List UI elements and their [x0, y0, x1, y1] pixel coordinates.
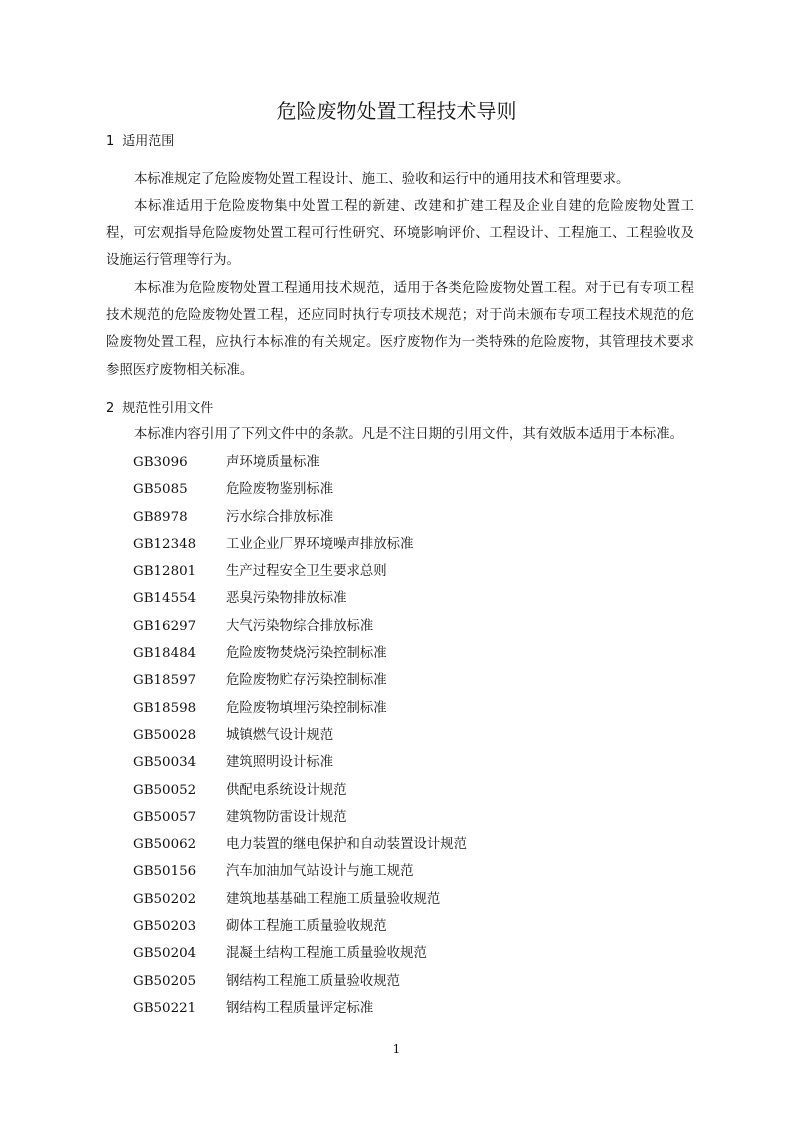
section-1-paragraph-1: 本标准规定了危险废物处置工程设计、施工、验收和运行中的通用技术和管理要求。: [134, 172, 630, 187]
reference-item: [133, 585, 467, 612]
reference-item: [133, 504, 467, 531]
section-1-title: 适用范围: [122, 134, 175, 149]
reference-code: GB18598: [133, 700, 197, 716]
reference-title: 工业企业厂界环境噪声排放标准: [226, 536, 414, 552]
reference-title: 生产过程安全卫生要求总则: [226, 564, 387, 580]
reference-item: [133, 640, 467, 667]
reference-item: [133, 940, 467, 967]
reference-code: GB50221: [133, 1000, 197, 1016]
reference-item: [133, 613, 467, 640]
reference-code: GB50057: [133, 809, 197, 825]
reference-title: 污水综合排放标准: [226, 509, 334, 525]
section-2-title: 规范性引用文件: [122, 401, 214, 416]
reference-code: GB12348: [133, 536, 197, 552]
reference-title: 建筑地基基础工程施工质量验收规范: [226, 891, 441, 907]
reference-title: 城镇燃气设计规范: [226, 727, 334, 743]
reference-item: [133, 804, 467, 831]
reference-title: 大气污染物综合排放标准: [226, 618, 374, 634]
reference-title: 危险废物焚烧污染控制标准: [226, 646, 387, 662]
reference-list: [133, 449, 467, 1022]
reference-title: 钢结构工程质量评定标准: [226, 1000, 374, 1016]
reference-item: [133, 995, 467, 1022]
reference-title: 恶臭污染物排放标准: [226, 591, 347, 607]
reference-title: 建筑照明设计标准: [226, 755, 334, 771]
reference-code: GB50202: [133, 891, 197, 907]
section-2-heading: [106, 399, 213, 419]
reference-title: 钢结构工程施工质量验收规范: [226, 973, 401, 989]
reference-code: GB50052: [133, 782, 197, 798]
reference-item: [133, 695, 467, 722]
reference-code: GB50204: [133, 946, 197, 962]
reference-item: [133, 777, 467, 804]
reference-code: GB50156: [133, 864, 197, 880]
reference-code: GB14554: [133, 591, 197, 607]
reference-code: GB3096: [133, 455, 188, 470]
reference-code: GB18484: [133, 646, 197, 662]
reference-code: GB50062: [133, 837, 197, 853]
reference-item: [133, 558, 467, 585]
section-1-heading: [106, 132, 174, 152]
reference-item: [133, 968, 467, 995]
reference-title: 危险废物填埋污染控制标准: [226, 700, 387, 716]
reference-item: [133, 667, 467, 694]
reference-code: GB50203: [133, 919, 197, 935]
reference-item: [133, 913, 467, 940]
reference-item: [133, 476, 467, 503]
reference-title: 建筑物防雷设计规范: [226, 809, 347, 825]
reference-item: [133, 858, 467, 885]
reference-title: 危险废物贮存污染控制标准: [226, 673, 387, 689]
reference-item: [133, 749, 467, 776]
reference-item: [133, 449, 467, 476]
reference-title: 电力装置的继电保护和自动装置设计规范: [226, 837, 468, 853]
reference-code: GB8978: [133, 509, 188, 525]
page-number: 1: [392, 1042, 401, 1056]
reference-item: [133, 886, 467, 913]
reference-code: GB12801: [133, 564, 197, 580]
reference-item: [133, 531, 467, 558]
section-1-number: 1: [106, 134, 115, 149]
reference-code: GB50034: [133, 755, 197, 771]
reference-title: 汽车加油加气站设计与施工规范: [226, 864, 414, 880]
section-2-number: 2: [106, 401, 115, 416]
reference-title: 供配电系统设计规范: [226, 782, 347, 798]
reference-title: 危险废物鉴别标准: [226, 482, 334, 498]
reference-title: 砌体工程施工质量验收规范: [226, 919, 387, 935]
document-title: 危险废物处置工程技术导则: [276, 99, 517, 123]
section-2-intro: 本标准内容引用了下列文件中的条款。凡是不注日期的引用文件，其有效版本适用于本标准。: [134, 427, 684, 442]
reference-item: [133, 831, 467, 858]
reference-item: [133, 722, 467, 749]
reference-code: GB50205: [133, 973, 197, 989]
reference-code: GB18597: [133, 673, 197, 689]
section-1-paragraph-3: 本标准为危险废物处置工程通用技术规范，适用于各类危险废物处置工程。对于已有专项工程技术规范的危险废物处置工程，还应同时执行专项技术规范；对于尚未颁布专项工程技术规范的危险废物处置工程，应执行本标准的有关规定。医疗废物作为一类特殊的危险废物，其管理技术要求参照医疗废物相关标准。: [106, 281, 694, 378]
section-1-paragraph-2: 本标准适用于危险废物集中处置工程的新建、改建和扩建工程及企业自建的危险废物处置工程，可宏观指导危险废物处置工程可行性研究、环境影响评价、工程设计、工程施工、工程验收及设施运行管理等行为。: [106, 199, 694, 269]
reference-code: GB5085: [133, 482, 188, 498]
reference-code: GB50028: [133, 727, 197, 743]
reference-title: 混凝土结构工程施工质量验收规范: [226, 946, 427, 962]
reference-title: 声环境质量标准: [226, 455, 320, 470]
reference-code: GB16297: [133, 618, 197, 634]
